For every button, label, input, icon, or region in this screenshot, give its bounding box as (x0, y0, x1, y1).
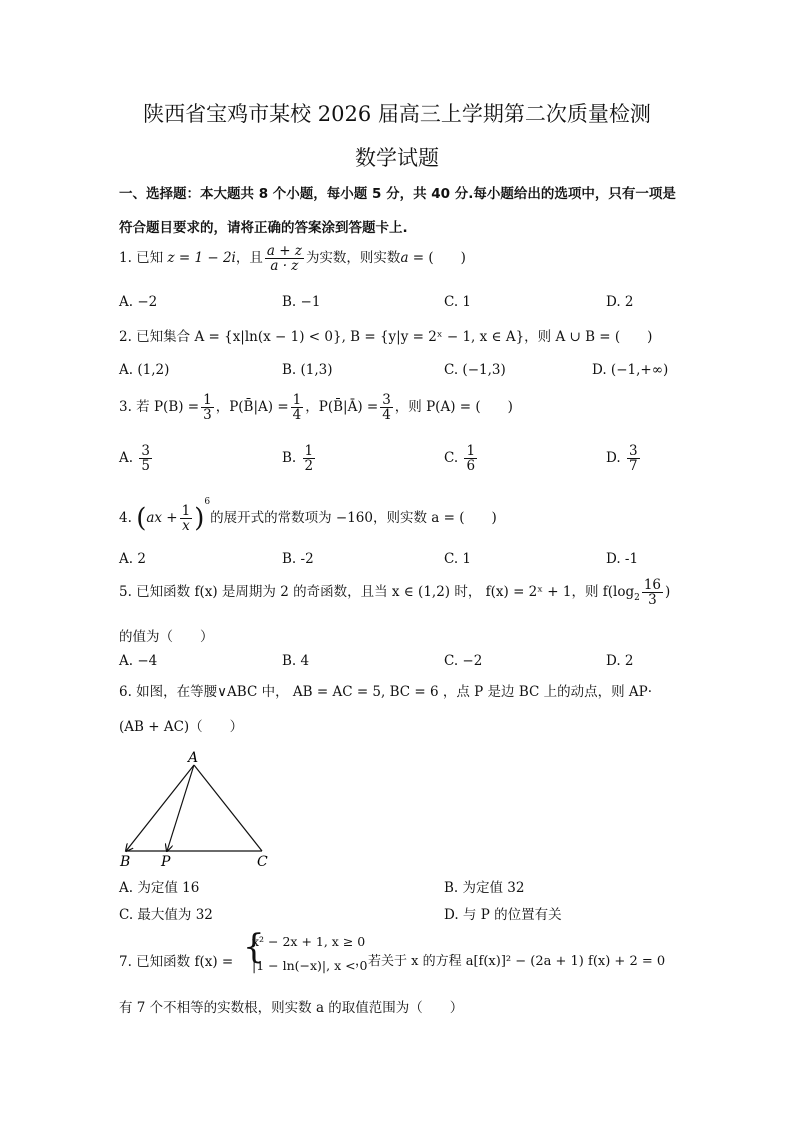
q3-prefix: 3. 若 (119, 399, 150, 416)
q3-option-a-den: 5 (141, 458, 150, 475)
q3-option-a-label: A. (119, 450, 134, 467)
q1-option-a: A. −2 (119, 294, 158, 310)
q3-p1: P(B) = (153, 399, 200, 416)
page-title: 陕西省宝鸡市某校 2026 届高三上学期第二次质量检测 (143, 102, 651, 126)
q1-frac-num: a + z (266, 243, 302, 259)
q3-option-d-den: 7 (628, 458, 638, 475)
segment-ac (194, 765, 262, 851)
question-4: 4. (ax + $\frac{1}{x}$ )$^6$的展开式的常数项为 −160，则实数 a = ( ) (119, 497, 497, 534)
q5-frac (642, 578, 663, 607)
q4-prefix: 4. (119, 510, 132, 526)
q1-option-b: B. −1 (282, 294, 321, 310)
q1-frac-den: a · z (270, 258, 299, 275)
question-5 (119, 578, 670, 607)
question-6-line1: 6. 如图，在等腰∨ABC 中， AB = AC = 5, BC = 6 ，点 P 是边 BC 上的动点，则 AP· (119, 684, 653, 700)
q5-option-a: A. −4 (119, 653, 158, 669)
q5-log-base: 2 (634, 592, 640, 603)
q4-expr: ax + (146, 510, 178, 526)
section-instructions-line1: 一、选择题：本大题共 8 个小题，每小题 5 分，共 40 分.每小题给出的选项中，只有一项是 (119, 186, 676, 202)
q4-option-c: C. 1 (444, 551, 472, 567)
q3-frac3-den: 4 (382, 407, 391, 424)
q3-tail: ，则 P(A) = ( ) (394, 399, 513, 416)
q4-text: 的展开式的常数项为 −160，则实数 a = ( ) (210, 510, 497, 526)
q3-frac1 (201, 393, 214, 422)
q4-frac-den: x (182, 518, 190, 534)
q3-frac3-num: 3 (382, 392, 391, 408)
q5-frac-num: 16 (643, 577, 662, 593)
q3-option-c-label: C. (444, 450, 459, 467)
q3-option-b-den: 2 (304, 458, 314, 475)
q3-frac2 (291, 393, 304, 422)
q3-option-d-label: D. (606, 450, 621, 467)
q5-text: 5. 已知函数 f(x) 是周期为 2 的奇函数，且当 x ∈ (1,2) 时， f(x) = 2ˣ + 1，则 f(log (119, 584, 635, 601)
label-a: A (188, 750, 199, 766)
q2-option-d: D. (−1,+∞) (592, 362, 669, 378)
q4-power: 6 (204, 497, 211, 507)
q3-option-a-num: 3 (141, 443, 150, 459)
question-1 (119, 244, 466, 273)
q3-option-b (282, 444, 317, 473)
q4-option-d: D. -1 (606, 551, 639, 567)
label-c: C (257, 854, 268, 870)
q5-close: ) (665, 584, 671, 601)
q3-frac1-num: 1 (203, 392, 212, 408)
q1-prefix: 1. 已知 (119, 250, 164, 267)
q2-option-b: B. (1,3) (282, 362, 333, 378)
q5-line2: 的值为（ ） (119, 629, 214, 645)
q4-option-a: A. 2 (119, 551, 146, 567)
q6-option-c: C. 最大值为 32 (119, 907, 213, 923)
q7-prefix: 7. 已知函数 f(x) = (119, 954, 234, 970)
q5-option-d: D. 2 (606, 653, 634, 669)
q3-frac2-den: 4 (292, 407, 302, 424)
q1-condition: z = 1 − 2i (167, 250, 236, 267)
q2-option-c: C. (−1,3) (444, 362, 506, 378)
triangle-figure (112, 748, 282, 870)
q1-tail: = ( ) (412, 250, 466, 267)
q3-option-b-num: 1 (304, 443, 314, 459)
q7-line2: 有 7 个不相等的实数根，则实数 a 的取值范围为（ ） (119, 1000, 464, 1016)
q7-case2: |1 − ln(−x)|, x < 0 (252, 958, 368, 973)
question-6-line2: (AB + AC)（ ） (119, 719, 244, 735)
q3-p2: ，P(B̄|A) = (215, 399, 289, 416)
q1-mid: ，且 (235, 250, 263, 267)
q3-option-c (444, 444, 479, 473)
q5-option-c: C. −2 (444, 653, 483, 669)
q7-case1: x² − 2x + 1, x ≥ 0 (252, 934, 366, 949)
q3-frac2-num: 1 (292, 392, 302, 408)
q3-option-d (606, 444, 642, 473)
label-b: B (120, 854, 131, 870)
q6-option-d: D. 与 P 的位置有关 (444, 907, 562, 923)
q7-equation: ，若关于 x 的方程 a[f(x)]² − (2a + 1) f(x) + 2 = 0 (355, 954, 666, 969)
q6-option-b: B. 为定值 32 (444, 880, 525, 896)
q3-frac3 (380, 393, 393, 422)
q5-frac-den: 3 (648, 592, 657, 609)
q3-option-b-label: B. (282, 450, 297, 467)
q7-brace: { (243, 927, 265, 967)
q3-frac1-den: 3 (203, 407, 212, 424)
q1-option-d: D. 2 (606, 294, 634, 310)
q2-option-a: A. (1,2) (119, 362, 170, 378)
q3-option-c-den: 6 (466, 458, 476, 475)
q5-option-b: B. 4 (282, 653, 310, 669)
q1-suffix: 为实数，则实数 (305, 250, 401, 267)
q3-option-d-num: 3 (628, 443, 638, 459)
q3-option-a (119, 444, 154, 473)
q4-option-b: B. -2 (282, 551, 314, 567)
label-p: P (161, 854, 171, 870)
vector-ap (167, 765, 194, 851)
vector-ab (126, 765, 194, 851)
section-instructions-line2: 符合题目要求的，请将正确的答案涂到答题卡上. (119, 220, 408, 236)
q3-p3: ，P(B̄|Ā) = (305, 399, 379, 416)
page-subtitle: 数学试题 (355, 146, 439, 170)
q6-option-a: A. 为定值 16 (119, 880, 200, 896)
q3-option-c-num: 1 (466, 443, 476, 459)
question-2: 2. 已知集合 A = {x|ln(x − 1) < 0}, B = {y|y = 2ˣ − 1, x ∈ A}，则 A ∪ B = ( ) (119, 329, 653, 345)
question-3 (119, 393, 513, 422)
q1-fraction (265, 244, 304, 273)
q4-frac-num: 1 (181, 502, 191, 519)
q1-var: a (400, 250, 409, 267)
q4-frac (180, 504, 193, 533)
q1-option-c: C. 1 (444, 294, 472, 310)
